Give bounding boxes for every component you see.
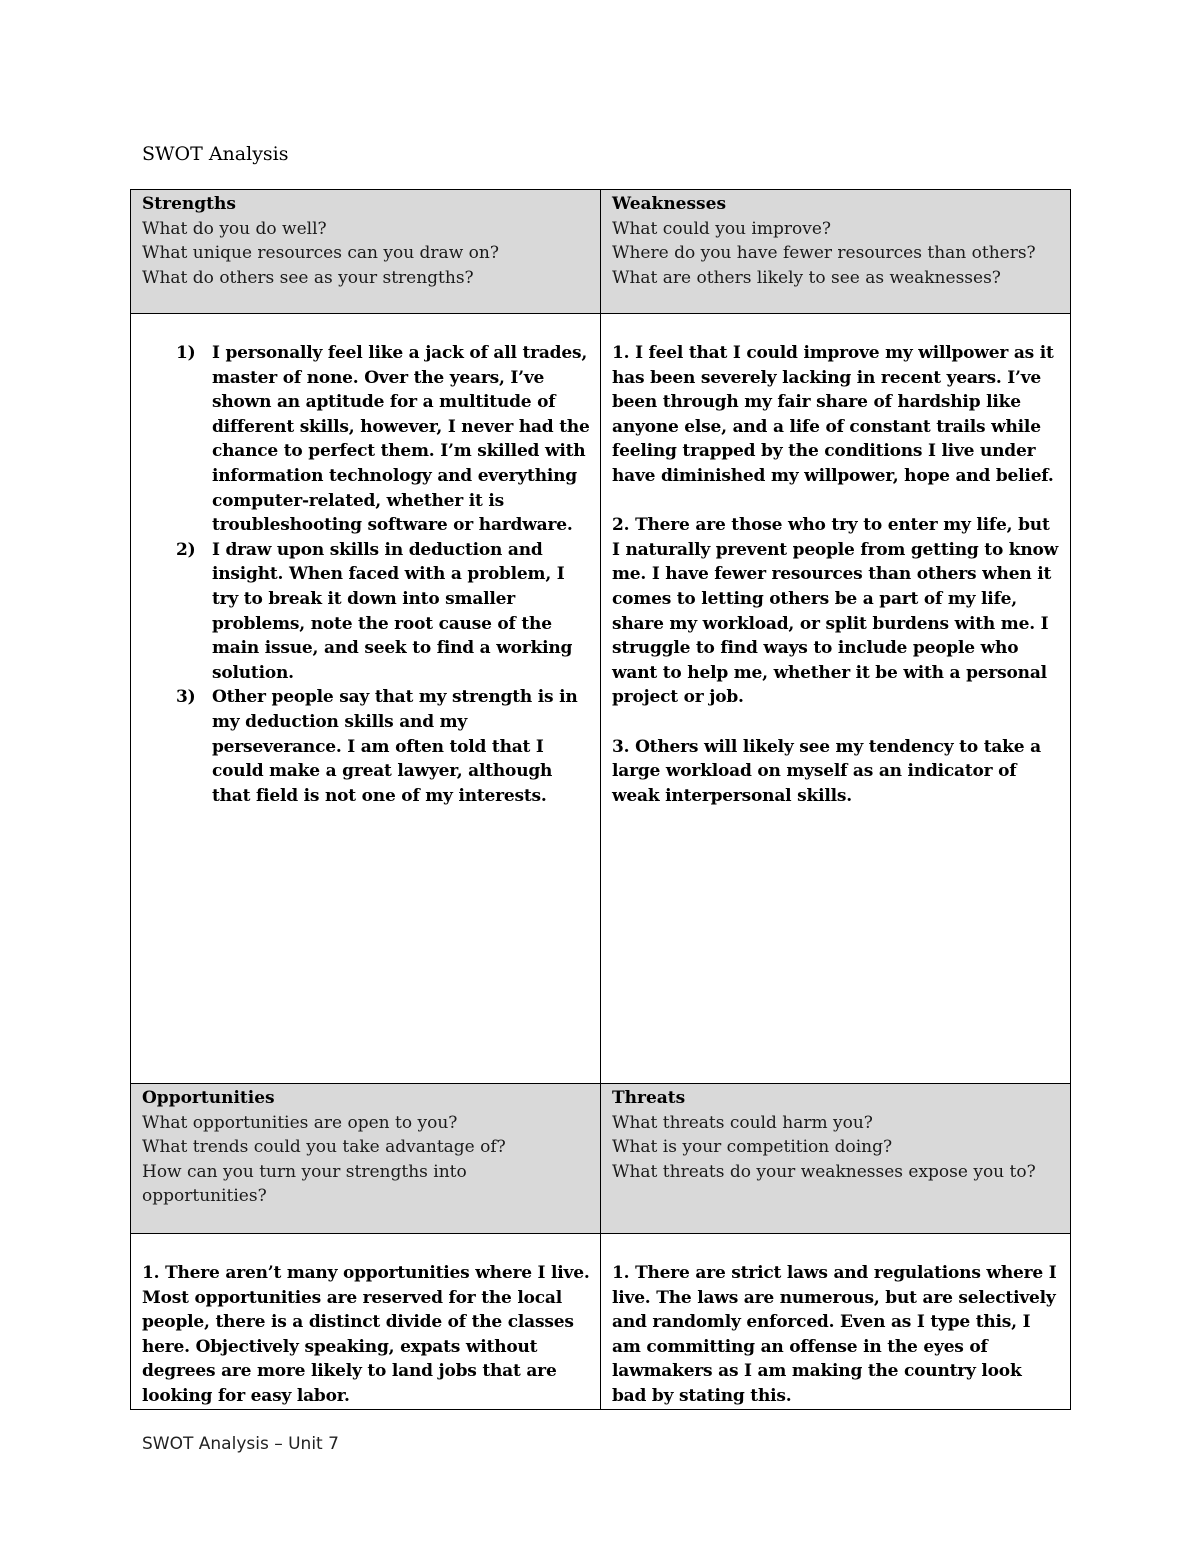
strengths-question: What do others see as your strengths? [142,267,474,288]
threats-answer-cell [601,1234,1071,1410]
weaknesses-answer: 3. Others will likely see my tendency to take a large workload on myself as an indicator of weak interpersonal skills. [612,736,1041,806]
threats-header-cell [601,1084,1071,1234]
list-number: 2) [176,539,196,560]
threats-heading: Threats [612,1088,686,1108]
strengths-heading: Strengths [142,194,236,214]
strengths-question: What unique resources can you draw on? [142,243,499,264]
opportunities-question: What trends could you take advantage of? [142,1137,506,1158]
weaknesses-answer: 1. I feel that I could improve my willpower as it has been severely lacking in recent years. I’ve been through my fair share of hardship like anyone else, and a life of constant trails while feeling trapped by the conditions I live under have diminished my willpower, hope and belief. [612,343,1054,486]
strengths-answer-text: Other people say that my strength is in my deduction skills and my perseverance. I am often told that I could make a great lawyer, although that field is not one of my interests. [212,687,578,806]
weaknesses-answer-cell [601,314,1071,1084]
threats-question: What is your competition doing? [612,1137,893,1158]
weaknesses-question: Where do you have fewer resources than others? [612,243,1036,264]
list-item [142,538,590,686]
strengths-answer-text: I personally feel like a jack of all trades, master of none. Over the years, I’ve shown an aptitude for a multitude of different skills, however, I never had the chance to perfect them. I’m skilled with information technology and everything computer-related, whether it is troubleshooting software or hardware. [212,343,590,536]
strengths-answer-cell [131,314,601,1084]
strengths-answer-text: I draw upon skills in deduction and insight. When faced with a problem, I try to break it down into smaller problems, note the root cause of the main issue, and seek to find a working solution. [212,539,573,683]
strengths-question: What do you do well? [142,218,327,239]
weaknesses-answer: 2. There are those who try to enter my life, but I naturally prevent people from getting to know me. I have fewer resources than others when it comes to letting others be a part of my life, share my workload, or split burdens with me. I struggle to find ways to include people who want to help me, whether it be with a personal project or job. [612,515,1059,708]
opportunities-header-cell [131,1084,601,1234]
weaknesses-header-cell [601,190,1071,314]
swot-body-row-bottom [131,1234,1071,1410]
list-number: 1) [176,343,196,363]
opportunities-answer-cell [131,1234,601,1410]
opportunities-answer: 1. There aren’t many opportunities where I live. Most opportunities are reserved for the local people, there is a distinct divide of the classes here. Objectively speaking, expats without degrees are more likely to land jobs that are looking for easy labor. [142,1263,590,1406]
strengths-answer-list [142,341,590,808]
list-number: 3) [176,687,196,708]
threats-answer: 1. There are strict laws and regulations where I live. The laws are numerous, but are selectively and randomly enforced. Even as I type this, I am committing an offense in the eyes of lawmakers as I am making the country look bad by stating this. [612,1263,1057,1406]
swot-header-row-top [131,190,1071,314]
swot-table [130,189,1071,1410]
page-footer: SWOT Analysis – Unit 7 [142,1434,339,1454]
swot-body-row-top [131,314,1071,1084]
opportunities-question: What opportunities are open to you? [142,1112,458,1133]
weaknesses-question: What are others likely to see as weaknesses? [612,267,1001,288]
list-item [142,685,590,808]
weaknesses-question: What could you improve? [612,218,831,239]
opportunities-question: How can you turn your strengths into opportunities? [142,1161,467,1207]
swot-header-row-bottom [131,1084,1071,1234]
strengths-header-cell [131,190,601,314]
opportunities-heading: Opportunities [142,1088,275,1108]
threats-question: What threats could harm you? [612,1112,873,1133]
document-title: SWOT Analysis [142,143,289,165]
list-item [142,341,590,538]
threats-question: What threats do your weaknesses expose you to? [612,1161,1036,1182]
weaknesses-heading: Weaknesses [612,194,727,214]
